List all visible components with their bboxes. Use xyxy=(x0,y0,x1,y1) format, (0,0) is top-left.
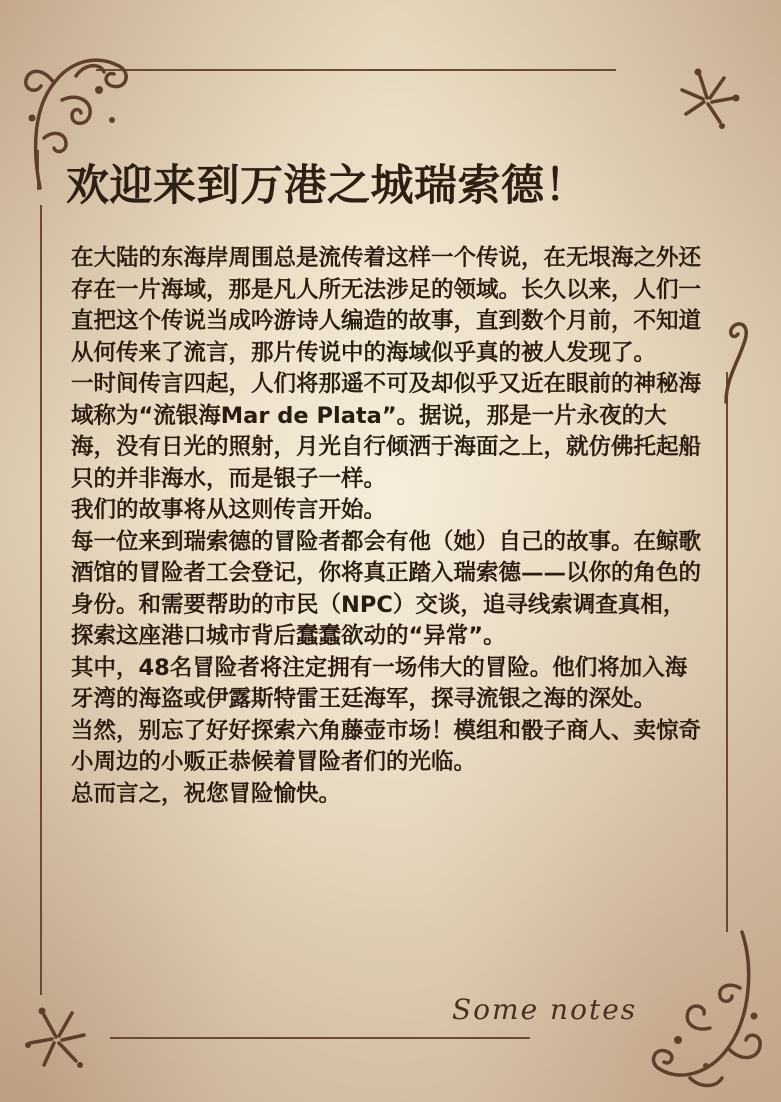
paragraph-legend: 在大陆的东海岸周围总是流传着这样一个传说，在无垠海之外还存在一片海域，那是凡人所无法涉足的领域。长久以来，人们一直把这个传说当成吟游诗人编造的故事，直到数个月前，不知道从何传来了流言，那片传说中的海域似乎真的被人发现了。 xyxy=(71,245,702,366)
right-swirl-ornament xyxy=(706,316,756,406)
left-border-line xyxy=(40,205,42,995)
paragraph-adventurers: 每一位来到瑞索德的冒险者都会有他（她）自己的故事。在鲸歌酒馆的冒险者工会登记，你将真正踏入瑞索德——以你的角色的身份。和需要帮助的市民（NPC）交谈，追寻线索调查真相，探索这座港口城市背后蠢蠢欲动的“异常”。 xyxy=(71,528,702,649)
paragraph-closing: 总而言之，祝您冒险愉快。 xyxy=(71,780,342,807)
paragraph-great-adventure: 其中，48名冒险者将注定拥有一场伟大的冒险。他们将加入海牙湾的海盗或伊露斯特雷王廷海军，探寻流银之海的深处。 xyxy=(71,654,688,712)
bottom-right-flourish-ornament xyxy=(650,928,770,1098)
page-title: 欢迎来到万港之城瑞索德！ xyxy=(66,161,588,211)
paragraph-mar-de-plata: 一时间传言四起，人们将那遥不可及却似乎又近在眼前的神秘海域称为“流银海Mar de Plata”。据说，那是一片永夜的大海，没有日光的照射，月光自行倾洒于海面之上，就仿佛托起船只的并非海水，而是银子一样。 xyxy=(71,371,702,492)
body-text xyxy=(71,243,701,810)
signature-some-notes: Some notes xyxy=(452,993,638,1026)
top-right-burst-ornament xyxy=(672,64,742,134)
bottom-border-line xyxy=(110,1037,530,1039)
bottom-left-burst-ornament xyxy=(22,1003,92,1073)
paragraph-market: 当然，别忘了好好探索六角藤壶市场！模组和骰子商人、卖惊奇小周边的小贩正恭候着冒险者们的光临。 xyxy=(71,717,702,775)
right-border-line xyxy=(726,372,728,932)
paragraph-story-start: 我们的故事将从这则传言开始。 xyxy=(71,497,387,523)
top-border-line xyxy=(96,69,616,71)
